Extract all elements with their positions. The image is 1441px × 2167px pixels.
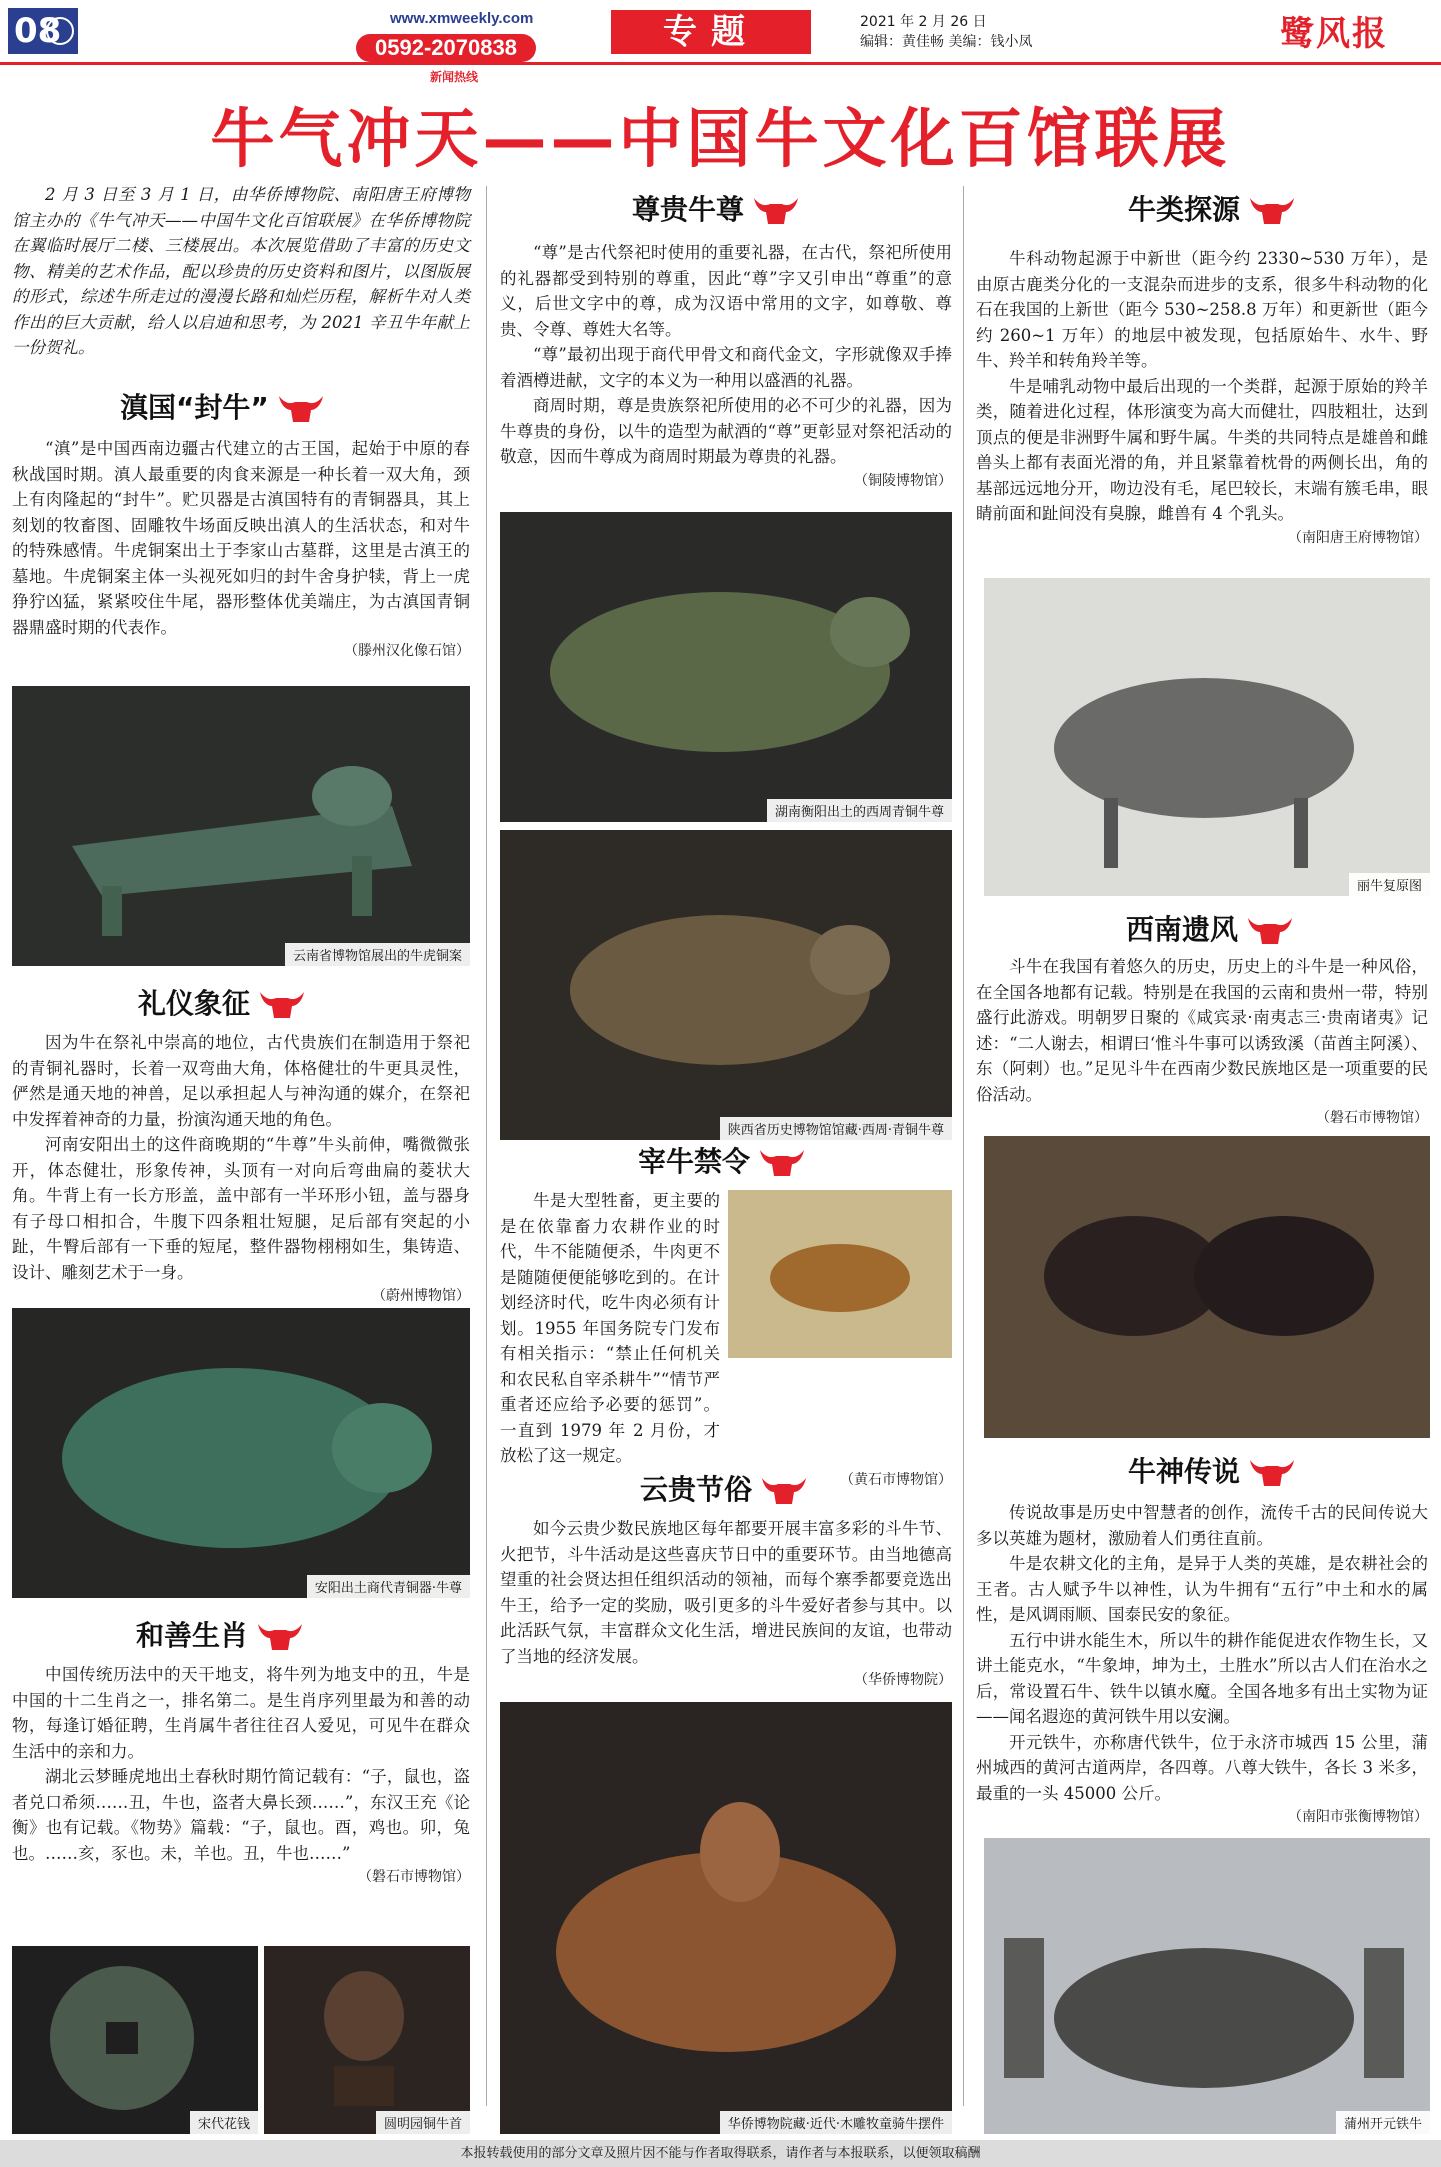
hesan-source: （磐石市博物馆） <box>358 1869 470 1885</box>
section-hesan <box>12 1662 470 1888</box>
photo-wood-carving-herdboy <box>500 1702 952 2134</box>
hesan-text-1: 中国传统历法中的天干地支，将牛列为地支中的丑，牛是中国的十二生肖之一，排名第二。是生肖序列里最为和善的动物，每逢订婚征聘，生肖属牛者往往召人爱见，可见牛在群众生活中的亲和力。 <box>12 1665 470 1761</box>
photo-caption: 宋代花钱 <box>190 2111 258 2134</box>
tanyuan-source: （南阳唐王府博物馆） <box>1288 529 1428 546</box>
page-title: 牛气冲天——中国牛文化百馆联展 <box>210 103 1231 177</box>
zainiu-source: （黄石市博物馆） <box>840 1471 952 1488</box>
heading-tanyuan: 牛类探源 <box>1128 188 1296 228</box>
photo-caption: 陕西省历史博物馆馆藏·西周·青铜牛尊 <box>720 1117 952 1140</box>
xinan-text: 斗牛在我国有着悠久的历史，历史上的斗牛是一种风俗，在全国各地都有记载。特别是在我国的云南和贵州一带，特别盛行此游戏。明朝罗日聚的《咸宾录·南夷志三·贵南诸夷》记述：“二人谢去，相谓曰‘惟斗牛事可以诱致溪（苗酋主阿溪）、东（阿剌）也。”足见斗牛在西南少数民族地区是一项重要的民俗活动。 <box>976 957 1428 1104</box>
zainiu-text: 牛是大型牲畜，更主要的是在依靠畜力农耕作业的时代，牛不能随便杀，牛肉更不是随随便便能够吃到的。在计划经济时代，吃牛肉必须有计划。1955 年国务院专门发布有相关指示：“禁止任何机关和农民私自宰杀耕牛”“情节严重者还应给予必要的惩罚”。一直到 1979 年 2 月份，才放松了这一规定。 <box>500 1191 720 1465</box>
paper-logo-icon <box>46 17 74 45</box>
ox-head-icon <box>1246 914 1294 948</box>
tanyuan-text-1: 牛科动物起源于中新世（距今约 2330~530 万年），是由原古鹿类分化的一支混杂而进步的支系，很多牛科动物的化石在我国的上新世（距今 530~258.8 万年）和更新世（距今约 260~1 万年）的地层中被发现，包括原始牛、水牛、野牛、羚羊和转角羚羊等。 <box>976 249 1428 370</box>
photo-song-coin <box>12 1946 258 2134</box>
section-dian <box>12 436 470 662</box>
ox-head-icon <box>1248 1456 1296 1490</box>
dian-text: “滇”是中国西南边疆古代建立的古王国，起始于中原的春秋战国时期。滇人最重要的肉食来源是一种长着一双大角，颈上有肉隆起的“封牛”。贮贝器是古滇国特有的青铜器具，其上刻划的牧畜图、固雕牧牛场面反映出滇人的生活状态，和对牛的特殊感情。牛虎铜案出土于李家山古墓群，这里是古滇王的墓地。牛虎铜案主体一头视死如归的封牛舍身护犊，背上一虎狰狞凶猛，紧紧咬住牛尾，器形整体优美端庄，为古滇国青铜器鼎盛时期的代表作。 <box>12 439 470 637</box>
niushen-text-4: 开元铁牛，亦称唐代铁牛，位于永济市城西 15 公里，蒲州城西的黄河古道两岸，各四尊。八尊大铁牛，各长 3 米多，最重的一头 45000 公斤。 <box>976 1732 1428 1803</box>
zunnui-source: （铜陵博物馆） <box>854 472 952 489</box>
photo-niuzun-anyang <box>12 1308 470 1598</box>
masthead: 鹭风报 <box>1280 14 1388 54</box>
column-divider <box>963 186 964 2106</box>
photo-caption: 湖南衡阳出土的西周青铜牛尊 <box>767 799 952 822</box>
niushen-text-3: 五行中讲水能生木，所以牛的耕作能促进农作物生长，又讲土能克水，“牛象坤，坤为土，土胜水”所以古人们在治水之后，常设置石牛、铁牛以镇水魔。全国各地多有出土实物为证——闻名遐迩的黄河铁牛用以安澜。 <box>976 1630 1428 1726</box>
issue-date: 2021 年 2 月 26 日 <box>860 14 987 30</box>
photo-aurochs-reconstruction <box>984 578 1430 896</box>
section-zunnui <box>500 240 952 492</box>
photo-caption: 蒲州开元铁牛 <box>1336 2111 1430 2134</box>
section-yungui <box>500 1516 952 1691</box>
niushen-text-2: 牛是农耕文化的主角，是异于人类的英雄，是农耕社会的王者。古人赋予牛以神性，认为牛拥有“五行”中土和水的属性，是风调雨顺、国泰民安的象征。 <box>976 1554 1428 1624</box>
heading-niushen: 牛神传说 <box>1128 1450 1296 1490</box>
column-divider <box>486 186 487 2106</box>
heading-zunnui: 尊贵牛尊 <box>632 188 800 228</box>
ox-head-icon <box>760 1474 808 1508</box>
header-rule <box>0 62 1441 65</box>
ad-sub: 新闻热线 <box>430 70 479 84</box>
section-niushen <box>976 1500 1428 1828</box>
tanyuan-text-2: 牛是哺乳动物中最后出现的一个类群，起源于原始的羚羊类，随着进化过程，体形演变为高大而健壮，四肢粗壮，达到顶点的便是非洲野牛属和野牛属。牛类的共同特点是雄兽和雌兽头上都有表面光滑的角，并且紧靠着枕骨的两侧长出，角的基部远远地分开，吻边没有毛，尾巴较长，末端有簇毛串，眼睛前面和趾间没有臭腺，雌兽有 4 个乳头。 <box>976 376 1428 523</box>
heading-xinan: 西南遗风 <box>1126 908 1294 948</box>
page-number: 08 <box>8 8 78 54</box>
zunnui-text-3: 商周时期，尊是贵族祭祀所使用的必不可少的礼器，因为牛尊贵的身份，以牛的造型为献酒的“尊”更彰显对祭祀活动的敬意，因而牛尊成为商周时期最为尊贵的礼器。 <box>500 396 952 466</box>
ad-url: www.xmweekly.com <box>390 10 534 27</box>
liyi-text-2: 河南安阳出土的这件商晚期的“牛尊”牛头前伸，嘴微微张开，体态健壮，形象传神，头顶有一对向后弯曲扁的菱状大角。牛背上有一长方形盖，盖中部有一半环形小钮，盖与器身有子母口相扣合，牛腹下四条粗壮短腿，足后部有突起的小趾，牛臀后部有一下垂的短尾，整件器物栩栩如生，集铸造、设计、雕刻艺术于一身。 <box>12 1135 470 1282</box>
ad-phone: 0592-2070838 <box>356 34 536 62</box>
issue-editors: 编辑：黄佳畅 美编：钱小凤 <box>860 34 1033 50</box>
hesan-text-2: 湖北云梦睡虎地出土春秋时期竹简记载有：“子，鼠也，盗者兑口希须……丑，牛也，盗者大鼻长颈……”，东汉王充《论衡》也有记载。《物势》篇载：“子，鼠也。酉，鸡也。卯，兔也。……亥，豕也。未，羊也。丑，牛也……” <box>12 1767 470 1863</box>
photo-kaiyuan-iron-ox <box>984 1838 1430 2134</box>
ox-head-icon <box>256 1620 304 1654</box>
niushen-source: （南阳市张衡博物馆） <box>1288 1809 1428 1825</box>
dian-source: （滕州汉化像石馆） <box>344 643 470 659</box>
intro-block <box>12 182 470 361</box>
photo-niuzun-hengyang <box>500 512 952 822</box>
section-liyi <box>12 1030 470 1307</box>
photo-caption: 华侨博物院藏·近代·木雕牧童骑牛摆件 <box>720 2111 952 2134</box>
section-xinan <box>976 954 1428 1129</box>
heading-hesan: 和善生肖 <box>136 1614 304 1654</box>
photo-niuzun-shaanxi <box>500 830 952 1140</box>
zunnui-text-1: “尊”是古代祭祀时使用的重要礼器，在古代，祭祀所使用的礼器都受到特别的尊重，因此“尊”字又引申出“尊重”的意义，后世文字中的尊，成为汉语中常用的文字，如尊敬、尊贵、令尊、尊姓大名等。 <box>500 243 952 339</box>
heading-liyi: 礼仪象征 <box>138 982 306 1022</box>
heading-yungui: 云贵节俗 <box>640 1468 808 1508</box>
xinan-source: （磐石市博物馆） <box>1316 1110 1428 1126</box>
heading-zainiu: 宰牛禁令 <box>638 1140 806 1180</box>
liyi-text-1: 因为牛在祭礼中崇高的地位，古代贵族们在制造用于祭祀的青铜礼器时，长着一双弯曲大角，体格健壮的牛更具灵性，俨然是通天地的神兽，足以承担起人与神沟通的媒介，在祭祀中发挥着神奇的力量，扮演沟通天地的角色。 <box>12 1033 470 1129</box>
yungui-text: 如今云贵少数民族地区每年都要开展丰富多彩的斗牛节、火把节，斗牛活动是这些喜庆节日中的重要环节。由当地德高望重的社会贤达担任组织活动的领袖，而每个寨季都要竞选出牛王，给予一定的奖励，吸引更多的斗牛爱好者参与其中。以此活跃气氛，丰富群众文化生活，增进民族间的友谊，也带动了当地的经济发展。 <box>500 1519 952 1666</box>
section-zainiu <box>500 1188 952 1491</box>
photo-caption: 安阳出土商代青铜器·牛尊 <box>307 1575 470 1598</box>
issue-meta <box>860 12 1032 52</box>
niushen-text-1: 传说故事是历史中智慧者的创作，流传千古的民间传说大多以英雄为题材，激励着人们勇往直前。 <box>976 1503 1428 1548</box>
heading-dian: 滇国“封牛” <box>120 386 325 426</box>
zunnui-text-2: “尊”最初出现于商代甲骨文和商代金文，字形就像双手捧着酒樽进献，文字的本义为一种用以盛酒的礼器。 <box>500 345 952 390</box>
photo-yuanmingyuan-ox-head <box>264 1946 470 2134</box>
photo-caption: 丽牛复原图 <box>1349 873 1430 896</box>
ox-head-icon <box>1248 194 1296 228</box>
footer-notice: 本报转载使用的部分文章及照片因不能与作者取得联系，请作者与本报联系，以便领取稿酬 <box>0 2140 1441 2167</box>
ox-head-icon <box>277 392 325 426</box>
liyi-source: （蔚州博物馆） <box>372 1288 470 1304</box>
hotline-ad <box>330 4 540 84</box>
yungui-source: （华侨博物院） <box>854 1672 952 1688</box>
photo-caption: 圆明园铜牛首 <box>376 2111 470 2134</box>
ox-head-icon <box>758 1146 806 1180</box>
section-tanyuan <box>976 246 1428 549</box>
photo-caption: 云南省博物馆展出的牛虎铜案 <box>285 943 470 966</box>
photo-niuhu-tongan <box>12 686 470 966</box>
photo-bullfight <box>984 1136 1430 1438</box>
ox-head-icon <box>752 194 800 228</box>
ox-head-icon <box>258 988 306 1022</box>
section-label: 专题 <box>611 10 811 54</box>
intro-text: 2 月 3 日至 3 月 1 日，由华侨博物院、南阳唐王府博物馆主办的《牛气冲天——中国牛文化百馆联展》在华侨博物院在翼临时展厅二楼、三楼展出。本次展览借助了丰富的历史文物、精美的艺术作品，配以珍贵的历史资料和图片，以图版展的形式，综述牛所走过的漫漫长路和灿烂历程，解析牛对人类作出的巨大贡献，给人以启迪和思考，为 2021 辛丑牛年献上一份贺礼。 <box>12 185 470 357</box>
